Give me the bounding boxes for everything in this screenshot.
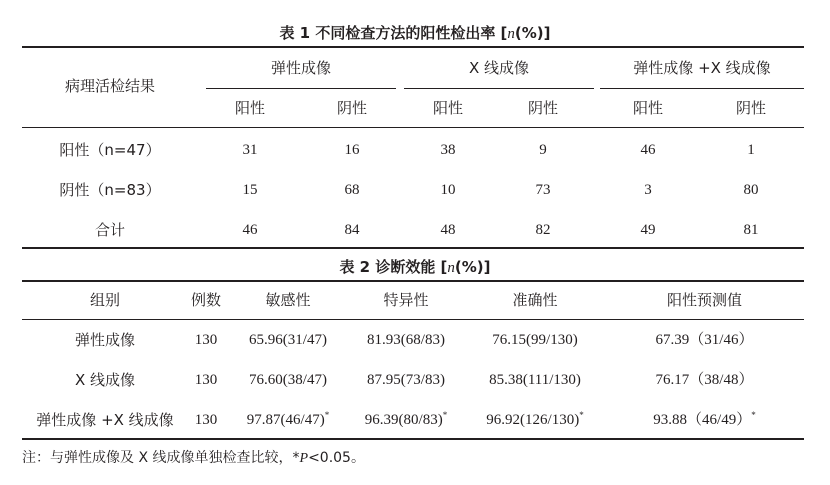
table1-cell: 15 [242,182,258,198]
table2-cell-count: 130 [194,332,218,348]
table1-cell: 68 [344,182,360,198]
table2-cell-count: 130 [194,412,218,428]
table1-subheader: 阴性 [336,99,367,117]
significance-mark: * [579,410,584,420]
table2-cell-count: 130 [194,372,218,388]
table2-row-label: X 线成像 [74,371,136,389]
table1-bottom-rule [22,247,804,249]
table1-cell: 49 [640,222,656,238]
table1-cell: 10 [440,182,456,198]
table2-header: 例数 [190,291,221,309]
table1-cell: 9 [539,142,547,158]
table1-group-xray: X 线成像 [468,59,530,77]
table1-group-underline [206,88,396,89]
table2-bottom-rule [22,438,804,440]
significance-mark: * [324,410,330,420]
table1-subheader: 阴性 [527,99,558,117]
significance-mark: * [751,410,756,420]
table2-cell-specificity: 87.95(73/83) [367,372,445,388]
table1-cell: 48 [440,222,456,238]
table1-cell: 80 [743,182,759,198]
table1-subheader: 阳性 [432,99,463,117]
table2-header: 敏感性 [265,291,311,309]
table1-caption: 表 1 不同检查方法的阳性检出率 [n(%)] [279,24,551,42]
table2-row-label: 弹性成像 [74,331,135,349]
table1-row-label: 阴性（n=83） [59,181,161,199]
table1-cell: 73 [535,182,551,198]
table1-subheader: 阴性 [735,99,766,117]
table1-cell: 1 [747,142,755,158]
table1-row-header: 病理活检结果 [64,77,155,95]
table1-top-rule [22,46,804,48]
table1-header-rule [22,127,804,128]
table2-cell-accuracy: 96.92(126/130)* [486,410,584,428]
table1-cell: 38 [440,142,456,158]
table2-cell-ppv: 93.88（46/49）* [653,410,756,428]
table1-subheader: 阳性 [234,99,265,117]
table1-group-underline [404,88,594,89]
table1-row-label: 阳性（n=47） [59,141,161,159]
table1-cell: 16 [344,142,360,158]
table2-cell-specificity: 96.39(80/83)* [364,410,448,428]
table2-cell-sensitivity: 65.96(31/47) [249,332,327,348]
table1-subheader: 阳性 [632,99,663,117]
table2-cell-sensitivity: 76.60(38/47) [249,372,327,388]
table1-cell: 3 [644,182,652,198]
table2-caption: 表 2 诊断效能 [n(%)] [339,258,491,276]
table1-cell: 82 [535,222,551,238]
table1-cell: 84 [344,222,360,238]
significance-mark: * [442,410,448,420]
table2-cell-sensitivity: 97.87(46/47)* [246,410,330,428]
table2-header: 阳性预测值 [666,291,742,309]
table1-cell: 46 [640,142,656,158]
table2-cell-accuracy: 76.15(99/130) [492,332,578,348]
table2-header: 组别 [89,291,120,309]
table2-cell-ppv: 67.39（31/46） [655,332,754,348]
table1-group-elastography: 弹性成像 [270,59,331,77]
table-footnote: 注：与弹性成像及 X 线成像单独检查比较，*P<0.05。 [22,450,365,466]
table1-cell: 46 [242,222,258,238]
table2-cell-accuracy: 85.38(111/130) [489,372,581,388]
table2-cell-ppv: 76.17（38/48） [655,372,754,388]
table2-header-rule [22,319,804,320]
table1-group-underline [600,88,804,89]
table1-group-combined: 弹性成像 +X 线成像 [633,59,771,77]
table1-row-label: 合计 [94,221,125,239]
table1-cell: 81 [743,222,759,238]
table1-cell: 31 [242,142,258,158]
table2-row-label: 弹性成像 +X 线成像 [36,411,174,429]
table2-header: 准确性 [512,291,558,309]
table2-cell-specificity: 81.93(68/83) [367,332,445,348]
table2-top-rule [22,280,804,282]
table2-header: 特异性 [383,291,429,309]
